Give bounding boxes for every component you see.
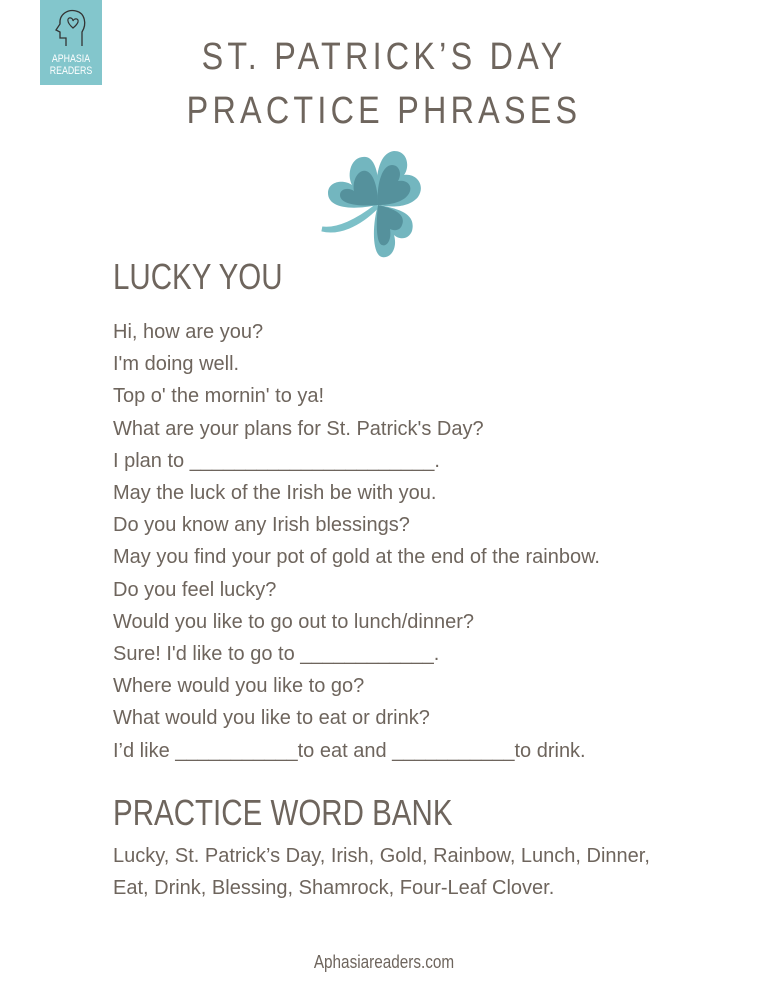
footer-website: Aphasiareaders.com [313,952,455,972]
phrase: Do you feel lucky? [113,578,277,601]
logo-line1: APHASIA [51,53,91,65]
phrase: Top o' the mornin' to ya! [113,385,325,408]
phrase: Sure! I'd like to go to ____________. [113,643,440,666]
title-line2: PRACTICE PHRASES [186,90,582,132]
phrase: I’d like ___________to eat and ___________to drink. [113,739,586,762]
phrase-list [113,316,600,767]
phrase: I plan to ______________________. [113,449,440,472]
phrase: What are your plans for St. Patrick's Day? [113,417,484,440]
section-heading-word-bank: PRACTICE WORD BANK [113,792,453,833]
section-heading-lucky-you: LUCKY YOU [113,256,283,297]
phrase: Would you like to go out to lunch/dinner? [113,610,474,633]
phrase: What would you like to eat or drink? [113,707,430,730]
title-line1: ST. PATRICK’S DAY [201,36,567,78]
phrase: May the luck of the Irish be with you. [113,482,437,505]
phrase: Do you know any Irish blessings? [113,514,410,537]
word-bank-text: Lucky, St. Patrick’s Day, Irish, Gold, Rainbow, Lunch, Dinner, Eat, Drink, Blessing, Shamrock, Four-Leaf Clover. [113,845,650,899]
phrase: I'm doing well. [113,353,240,376]
page-title [58,30,711,138]
shamrock-icon [318,145,438,265]
phrase: Where would you like to go? [113,675,365,698]
phrase: Hi, how are you? [113,321,264,343]
logo-line2: READERS [49,65,93,77]
phrase: May you find your pot of gold at the end of the rainbow. [113,546,600,569]
